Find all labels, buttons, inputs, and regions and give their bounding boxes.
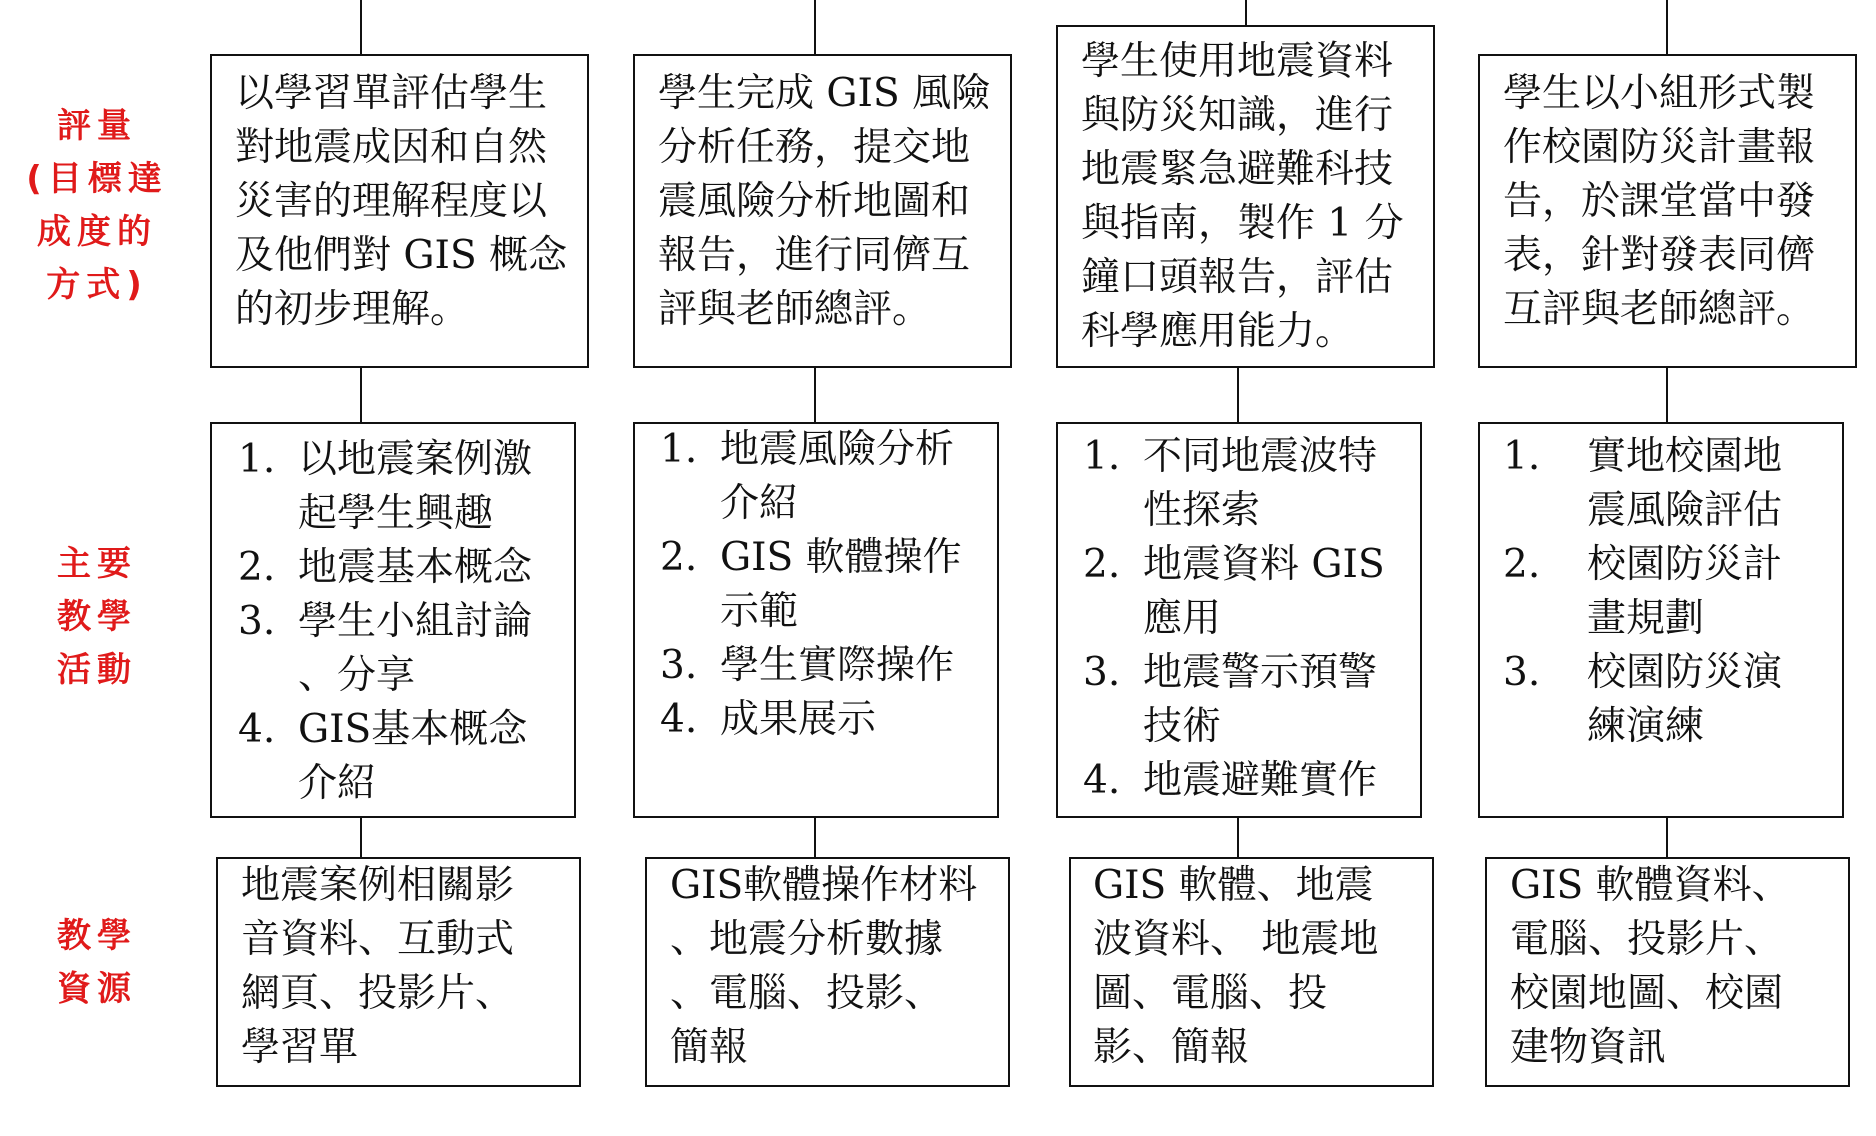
list-item (1503, 430, 1782, 538)
assessment-text-3: 學生使用地震資料 與防災知識，進行 地震緊急避難科技 與指南，製作 1 分 鐘口頭報告，評估 科學應用能力。 (1081, 39, 1404, 354)
row-label-assessment: 評量 (目標達 成度的 方式) (26, 106, 168, 305)
list-item (238, 541, 532, 595)
item-number: 1. (238, 437, 276, 482)
connector-line (1666, 816, 1668, 858)
item-number: 3. (238, 599, 276, 644)
activities-list-1 (238, 433, 532, 811)
connector-line (1666, 366, 1668, 422)
item-text: 校園防災計 畫規劃 (1587, 542, 1783, 641)
activities-list-3 (1083, 430, 1385, 808)
list-item (660, 531, 962, 639)
item-text: 地震風險分析 介紹 (720, 427, 955, 526)
item-number: 3. (660, 643, 698, 688)
row-label-resources: 教學 資源 (57, 916, 137, 1009)
list-item (1083, 646, 1385, 754)
item-text: 不同地震波特 性探索 (1143, 434, 1378, 533)
resources-text-2: GIS軟體操作材料 、地震分析數據 、電腦、投影、 簡報 (670, 863, 978, 1070)
list-item (1503, 646, 1782, 754)
connector-line (360, 816, 362, 858)
activities-list-4 (1503, 430, 1782, 754)
item-text: 實地校園地 震風險評估 (1587, 434, 1783, 533)
item-number: 4. (660, 697, 698, 742)
item-number: 4. (1083, 758, 1121, 803)
assessment-text-2: 學生完成 GIS 風險 分析任務，提交地 震風險分析地圖和 報告，進行同儕互 評與老師總評。 (658, 71, 991, 332)
item-text: 學生小組討論 、分享 (298, 599, 533, 698)
list-item (660, 693, 962, 747)
resources-text-3: GIS 軟體、地震 波資料、 地震地 圖、電腦、投 影、簡報 (1093, 863, 1379, 1070)
item-number: 2. (660, 535, 698, 580)
item-text: GIS基本概念 介紹 (298, 707, 528, 806)
connector-line (814, 0, 816, 54)
item-number: 4. (238, 707, 276, 752)
item-text: 校園防災演 練演練 (1587, 650, 1783, 749)
assessment-text-4: 學生以小組形式製 作校園防災計畫報 告，於課堂當中發 表，針對發表同儕 互評與老師總評。 (1503, 71, 1816, 332)
item-text: 學生實際操作 (720, 643, 955, 688)
item-number: 1. (660, 427, 698, 472)
list-item (1083, 754, 1385, 808)
list-item (1083, 538, 1385, 646)
row-label-activities: 主要 教學 活動 (57, 544, 137, 690)
item-number: 2. (1503, 542, 1541, 587)
list-item (238, 595, 532, 703)
item-number: 2. (1083, 542, 1121, 587)
list-item (1083, 430, 1385, 538)
list-item (238, 433, 532, 541)
list-item (660, 423, 962, 531)
item-text: GIS 軟體操作 示範 (720, 535, 962, 634)
connector-line (1245, 0, 1247, 26)
connector-line (1666, 0, 1668, 54)
item-text: 地震警示預警 技術 (1143, 650, 1378, 749)
item-number: 1. (1503, 434, 1541, 479)
activities-list-2 (660, 423, 962, 747)
connector-line (360, 366, 362, 422)
item-text: 地震資料 GIS 應用 (1143, 542, 1385, 641)
item-number: 2. (238, 545, 276, 590)
item-number: 3. (1083, 650, 1121, 695)
item-number: 1. (1083, 434, 1121, 479)
connector-line (360, 0, 362, 54)
item-number: 3. (1503, 650, 1541, 695)
assessment-text-1: 以學習單評估學生 對地震成因和自然 災害的理解程度以 及他們對 GIS 概念 的初步理解。 (235, 71, 568, 332)
item-text: 以地震案例激 起學生興趣 (298, 437, 533, 536)
item-text: 地震避難實作 (1143, 758, 1378, 803)
connector-line (1237, 816, 1239, 858)
connector-line (1237, 366, 1239, 422)
list-item (660, 639, 962, 693)
resources-text-1: 地震案例相關影 音資料、互動式 網頁、投影片、 學習單 (241, 863, 515, 1070)
connector-line (814, 366, 816, 422)
connector-line (814, 816, 816, 858)
resources-text-4: GIS 軟體資料、 電腦、投影片、 校園地圖、校園 建物資訊 (1510, 863, 1791, 1070)
item-text: 地震基本概念 (298, 545, 533, 590)
list-item (238, 703, 532, 811)
item-text: 成果展示 (720, 697, 877, 742)
list-item (1503, 538, 1782, 646)
